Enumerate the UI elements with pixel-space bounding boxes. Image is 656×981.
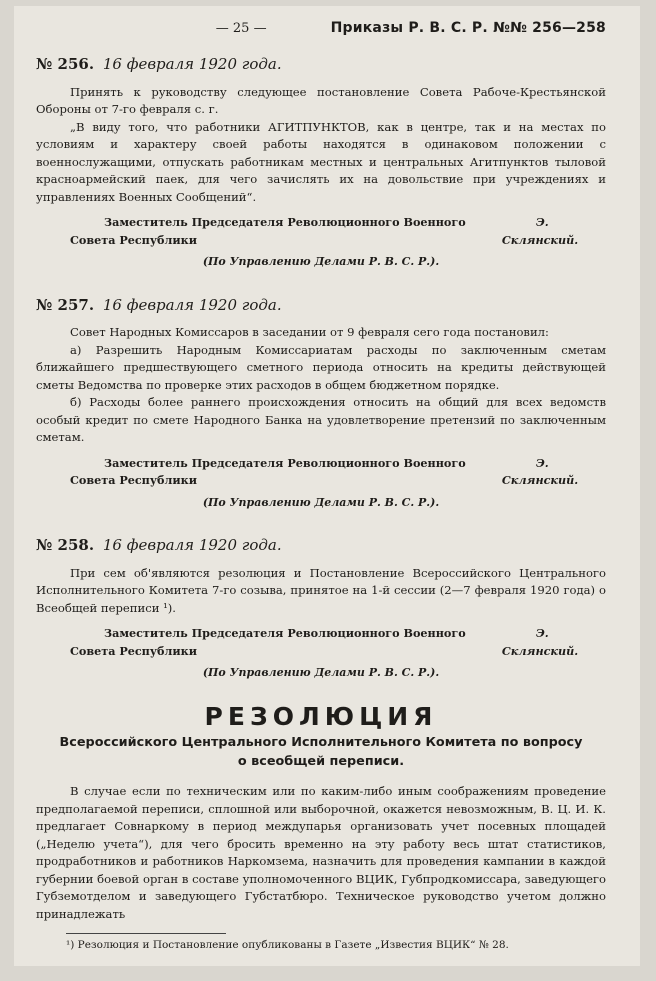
order-number: № 257. [36, 295, 95, 314]
signatory-title: Заместитель Председателя Революционного Военного Совета Республики [70, 215, 466, 247]
order-date: 16 февраля 1920 года. [102, 295, 282, 314]
order-paragraph: При сем об'являются резолюция и Постановление Всероссийского Центрального Исполнительного Комитета 7-го созыва, принятое на 1-й сессии (2—7 февраля 1920 года) о Всеобщей переписи ¹). [36, 565, 606, 615]
signatory-name: Э. Склянский. [501, 626, 579, 658]
footnote: ¹) Резолюция и Постановление опубликованы в Газете „Известия ВЦИК“ № 28. [66, 939, 509, 951]
footnote-divider [66, 933, 226, 934]
order-date: 16 февраля 1920 года. [102, 536, 282, 554]
order-heading [36, 56, 606, 74]
order-256 [36, 56, 606, 271]
signatory-title: Заместитель Председателя Революционного Военного Совета Республики [70, 626, 466, 658]
order-paragraph: „В виду того, что работники АГИТПУНКТОВ, как в центре, так и на местах по условиям и характеру своей работы находятся в одинаковом положении с военнослужащими, отпускать работникам местных и центральных Агитпунктов тыловой красноармейский паек, для чего зачислять их на довольствие при учреждениях и управлениях Военных Сообщений“. [36, 119, 606, 204]
order-258 [36, 537, 606, 682]
signature-line [36, 455, 606, 490]
order-paragraph: а) Разрешить Народным Комиссариатам расходы по заключенным сметам ближайшего предшествующего сметного периода относить на кредиты действующей сметы Ведомства по проверке этих расходов в общем бюджетном порядке. [36, 342, 606, 392]
order-paragraph: Совет Народных Комиссаров в заседании от 9 февраля сего года постановил: [70, 325, 549, 339]
signatory-title: Заместитель Председателя Революционного Военного Совета Республики [70, 455, 466, 487]
order-number: № 258. [36, 536, 95, 554]
signature-line [36, 625, 606, 660]
page-number: — 25 — [215, 21, 267, 36]
signatory-name: Э. Склянский. [501, 215, 579, 247]
signature-line [36, 214, 606, 249]
department-note: (По Управлению Делами Р. В. С. Р.). [202, 255, 440, 268]
signatory-name: Э. Склянский. [501, 455, 579, 487]
order-paragraph: б) Расходы более раннего происхождения относить на общий для всех ведомств особый кредит по смете Народного Банка на удовлетворение претензий по заключенным сметам. [36, 395, 606, 444]
department-note: (По Управлению Делами Р. В. С. Р.). [202, 666, 440, 679]
order-paragraph: Принять к руководству следующее постановление Совета Рабоче-Крестьянской Обороны от 7-го февраля с. г. [36, 84, 606, 116]
order-257 [36, 297, 606, 512]
order-heading [36, 297, 606, 315]
document-page [14, 6, 640, 966]
resolution-text: В случае если по техническим или по каким-либо иным соображениям проведение предполагаемой переписи, сплошной или выборочной, окажется невозможным, В. Ц. И. К. предлагает Совнаркому в период междупарья организовать учет посевных площадей („Неделю учета“), для чего бросить временно на эту работу весь штат статистиков, продработников и работников Наркомзема, назначить для проведения кампании в каждой губернии боевой орган в составе уполномоченного ВЦИК, Губпродкомиссара, заведующего Губземотделом и заведующего Губстатбюро. Техническое руководство учетом должно принадлежать [36, 784, 606, 921]
order-heading [36, 537, 606, 555]
page-header [36, 20, 606, 46]
department-note: (По Управлению Делами Р. В. С. Р.). [202, 495, 440, 509]
order-number: № 256. [36, 55, 95, 73]
order-date: 16 февраля 1920 года. [102, 55, 282, 73]
resolution-title: РЕЗОЛЮЦИЯ [204, 701, 438, 731]
running-head: Приказы Р. В. С. Р. №№ 256—258 [330, 20, 606, 36]
resolution-subtitle: Всероссийского Центрального Исполнительного Комитета по вопросу о всеобщей переписи. [59, 735, 583, 769]
